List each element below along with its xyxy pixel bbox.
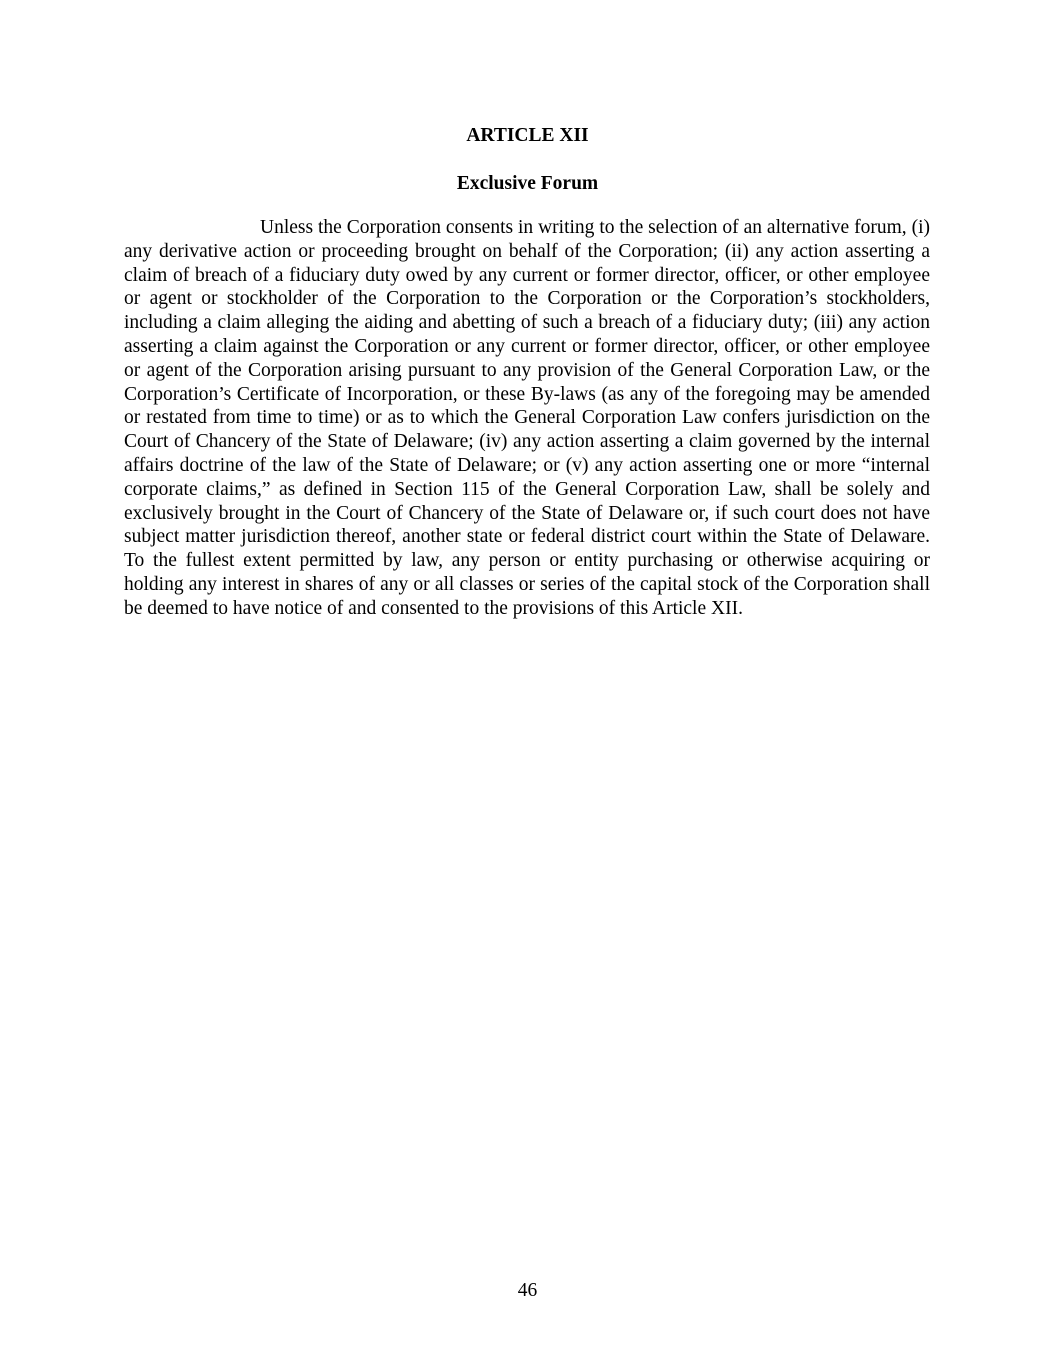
section-heading: Exclusive Forum	[456, 173, 599, 194]
page-number: 46	[517, 1280, 538, 1301]
article-heading: ARTICLE XII	[466, 125, 589, 146]
body-paragraph: Unless the Corporation consents in writing to the selection of an alternative forum, (i) any derivative action or proceeding brought on behalf of the Corporation; (ii) any action asserting a claim of breach of a fiduciary duty owed by any current or former director, officer, or other employee or agent or stockholder of the Corporation to the Corporation or the Corporation’s stockholders, including a claim alleging the aiding and abetting of such a breach of a fiduciary duty; (iii) any action asserting a claim against the Corporation or any current or former director, officer, or other employee or agent of the Corporation arising pursuant to any provision of the General Corporation Law, or the Corporation’s Certificate of Incorporation, or these By-laws (as any of the foregoing may be amended or restated from time to time) or as to which the General Corporation Law confers jurisdiction on the Court of Chancery of the State of Delaware; (iv) any action asserting a claim governed by the internal affairs doctrine of the law of the State of Delaware; or (v) any action asserting one or more “internal corporate claims,” as defined in Section 115 of the General Corporation Law, shall be solely and exclusively brought in the Court of Chancery of the State of Delaware or, if such court does not have subject matter jurisdiction thereof, another state or federal district court within the State of Delaware. To the fullest extent permitted by law, any person or entity purchasing or otherwise acquiring or holding any interest in shares of any or all classes or series of the capital stock of the Corporation shall be deemed to have notice of and consented to the provisions of this Article XII.	[124, 217, 930, 619]
